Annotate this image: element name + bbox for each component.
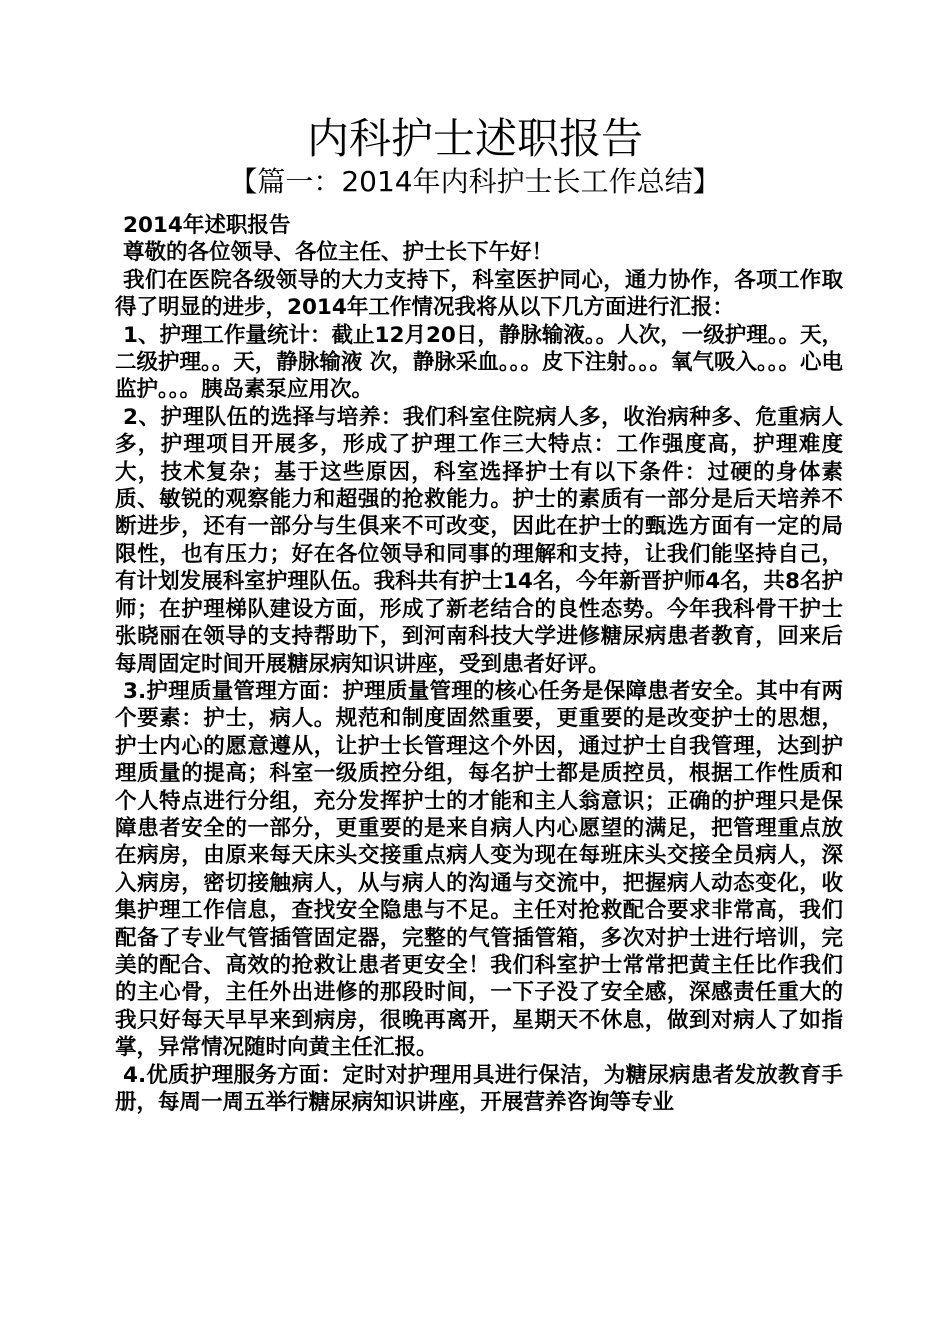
section-workload-paragraph: 1、护理工作量统计：截止12月20日，静脉输液。。人次，一级护理。。天，二级护理。。天，静脉输液 次，静脉采血。。。皮下注射。。。氧气吸入。。。心电监护。。。胰岛素泵应用次。: [115, 322, 843, 403]
section-quality-paragraph: 3.护理质量管理方面：护理质量管理的核心任务是保障患者安全。其中有两个要素：护士，病人。规范和制度固然重要，更重要的是改变护士的思想，护士内心的愿意遵从，让护士长管理这个外因，通过护士自我管理，达到护理质量的提高；科室一级质控分组，每名护士都是质控员，根据工作性质和个人特点进行分组，充分发挥护士的才能和主人翁意识；正确的护理只是保障患者安全的一部分，更重要的是来自病人内心愿望的满足，把管理重点放在病房，由原来每天床头交接重点病人变为现在每班床头交接全员病人，深入病房，密切接触病人，从与病人的沟通与交流中，把握病人动态变化，收集护理工作信息，查找安全隐患与不足。主任对抢救配合要求非常高，我们配备了专业气管插管固定器，完整的气管插管箱，多次对护士进行培训，完美的配合、高效的抢救让患者更安全！我们科室护士常常把黄主任比作我们的主心骨，主任外出进修的那段时间，一下子没了安全感，深感责任重大的我只好每天早早来到病房，很晚再离开，星期天不休息，做到对病人了如指掌，异常情况随时向黄主任汇报。: [115, 678, 843, 1061]
document-title: 内科护士述职报告: [306, 114, 643, 163]
section-service-paragraph: 4.优质护理服务方面：定时对护理用具进行保洁，为糖尿病患者发放教育手册，每周一周五举行糖尿病知识讲座，开展营养咨询等专业: [115, 1062, 843, 1115]
report-heading: 2014年述职报告: [123, 213, 291, 238]
intro-paragraph: 我们在医院各级领导的大力支持下，科室医护同心，通力协作，各项工作取得了明显的进步，2014年工作情况我将从以下几方面进行汇报：: [115, 267, 843, 321]
document-body: [115, 212, 843, 1116]
section-team-paragraph: 2、护理队伍的选择与培养：我们科室住院病人多，收治病种多、危重病人多，护理项目开展多，形成了护理工作三大特点：工作强度高，护理难度大，技术复杂；基于这些原因，科室选择护士有以下条件：过硬的身体素质、敏锐的观察能力和超强的抢救能力。护士的素质有一部分是后天培养不断进步，还有一部分与生俱来不可改变，因此在护士的甄选方面有一定的局限性，也有压力；好在各位领导和同事的理解和支持，让我们能坚持自己，有计划发展科室护理队伍。我科共有护士14名，今年新晋护师4名，共8名护师；在护理梯队建设方面，形成了新老结合的良性态势。今年我科骨干护士张晓丽在领导的支持帮助下，到河南科技大学进修糖尿病患者教育，回来后每周固定时间开展糖尿病知识讲座，受到患者好评。: [115, 404, 843, 677]
document-subtitle: 【篇一：2014年内科护士长工作总结】: [229, 165, 721, 198]
greeting-paragraph: 尊敬的各位领导、各位主任、护士长下午好！: [123, 240, 554, 266]
